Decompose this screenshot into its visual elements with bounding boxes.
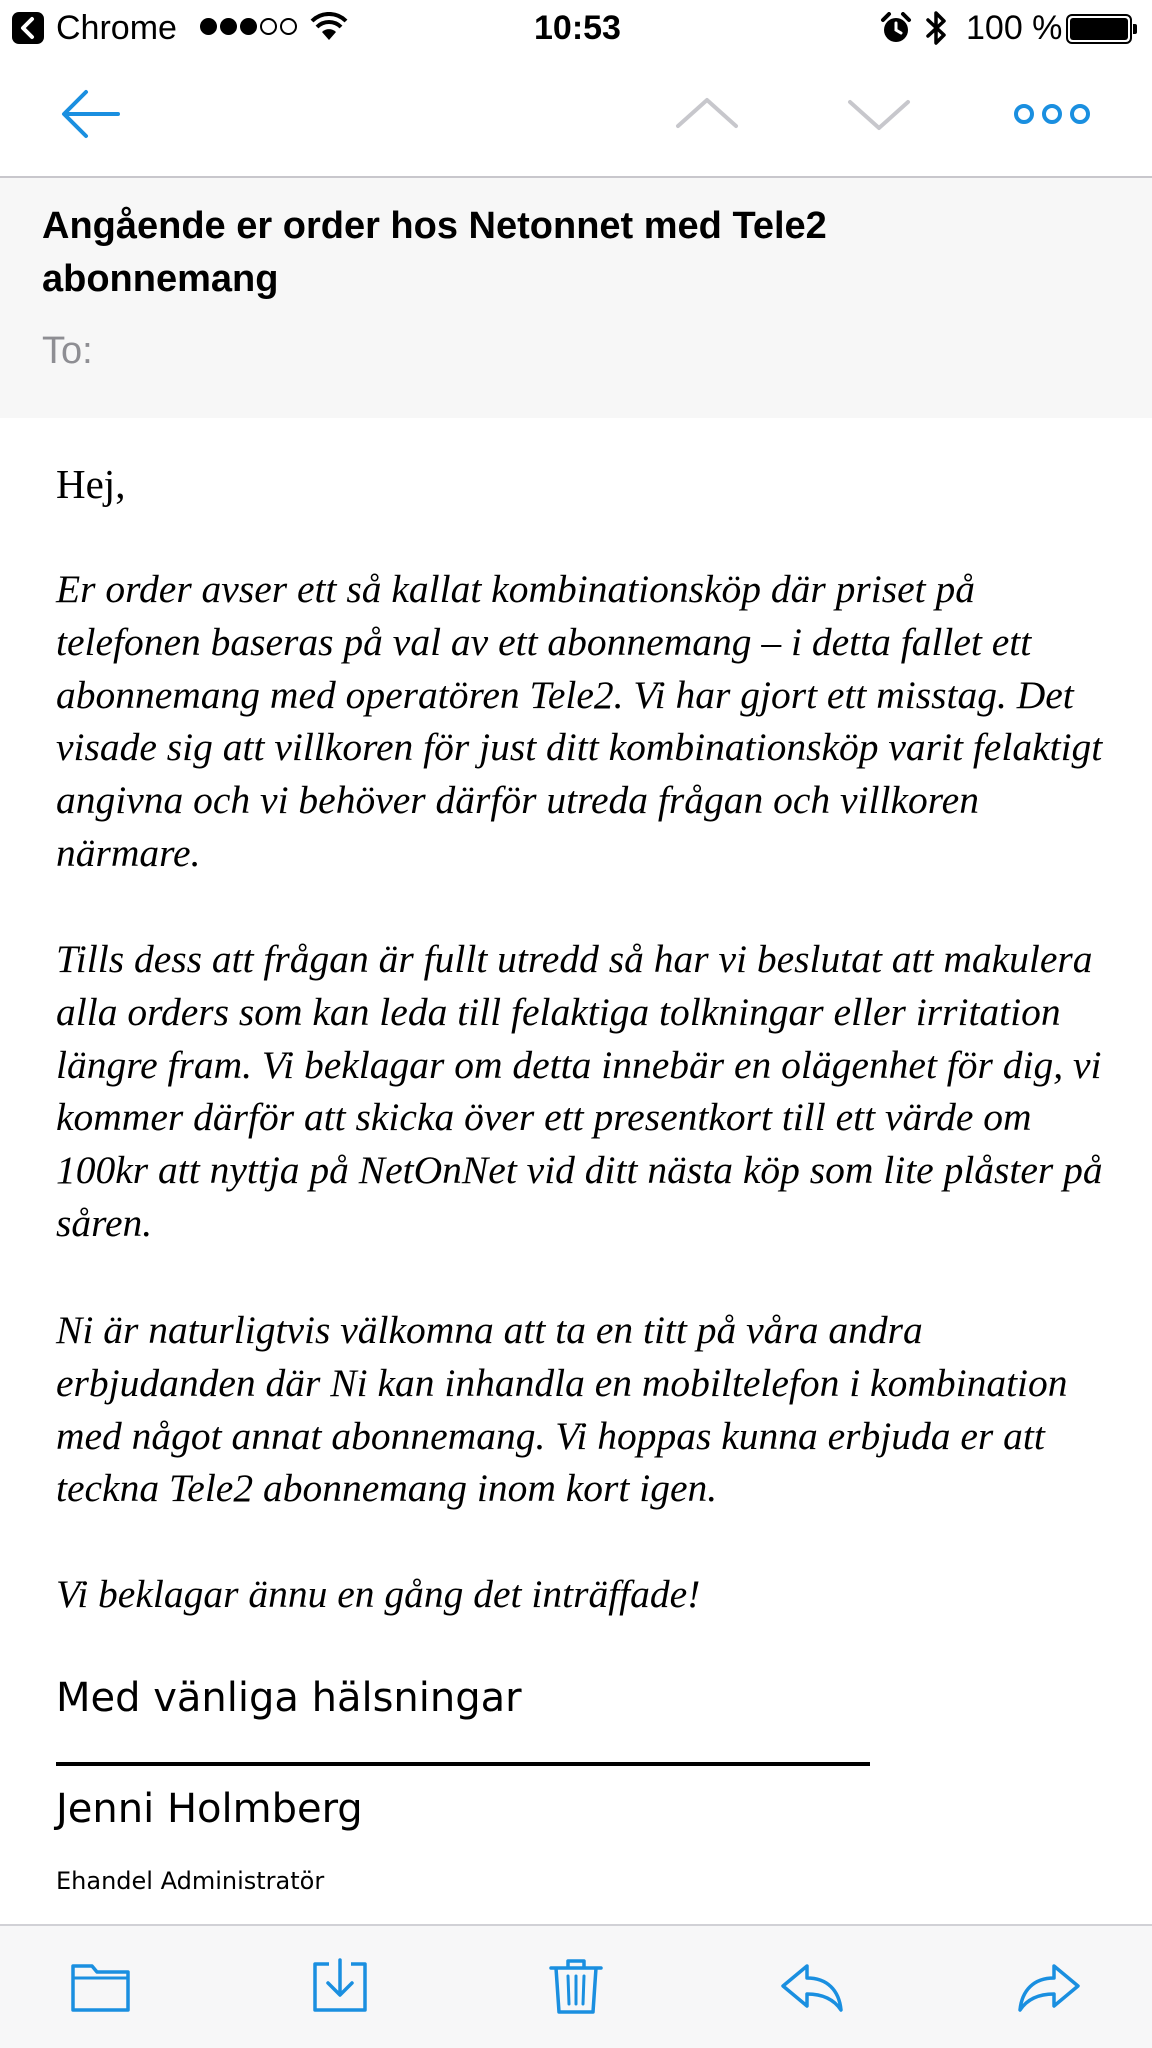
alarm-icon bbox=[880, 12, 912, 46]
reply-icon[interactable] bbox=[777, 1954, 847, 2018]
signer-name: Jenni Holmberg bbox=[56, 1786, 363, 1832]
wifi-icon bbox=[310, 12, 348, 42]
email-subject: Angående er order hos Netonnet med Tele2 abonnemang bbox=[42, 205, 827, 300]
mail-toolbar bbox=[0, 56, 1152, 178]
body-paragraph: Tills dess att frågan är fullt utredd så har vi beslutat att makulera alla orders som kan leda till felaktiga tolkningar eller irritation längre fram. Vi beklagar om detta innebär en olägenhet för dig, vi kommer därför att skicka över ett presentkort till ett värde om 100kr att nyttja på NetOnNet vid ditt nästa köp som lite plåster på såren. bbox=[56, 937, 1103, 1245]
next-message-icon[interactable] bbox=[844, 84, 914, 144]
back-to-app-icon[interactable] bbox=[12, 12, 44, 44]
back-arrow-icon[interactable] bbox=[56, 84, 126, 144]
signature-divider bbox=[56, 1762, 870, 1766]
archive-icon[interactable] bbox=[305, 1954, 375, 2018]
bottom-action-bar bbox=[0, 1924, 1152, 2048]
body-paragraph: Vi beklagar ännu en gång det inträffade! bbox=[56, 1572, 701, 1616]
body-paragraph: Ni är naturligtvis välkomna att ta en titt på våra andra erbjudanden där Ni kan inhandla en mobiltelefon i kombination med något annat abonnemang. Vi hoppas kunna erbjuda er att teckna Tele2 abonnemang inom kort igen. bbox=[56, 1308, 1068, 1511]
body-paragraph: Er order avser ett så kallat kombinationsköp där priset på telefonen baseras på val av ett abonnemang – i detta fallet ett abonnemang med operatören Tele2. Vi har gjort ett misstag. Det visade sig att villkoren för just ditt kombinationsköp varit felaktigt angivna och vi behöver därför utreda frågan och villkoren närmare. bbox=[56, 567, 1103, 875]
battery-percentage: 100 % bbox=[966, 9, 1063, 47]
status-bar bbox=[0, 0, 1152, 56]
forward-icon[interactable] bbox=[1014, 1954, 1084, 2018]
clock: 10:53 bbox=[534, 9, 621, 47]
bluetooth-icon bbox=[924, 10, 950, 46]
trash-icon[interactable] bbox=[541, 1954, 611, 2018]
signer-title: Ehandel Administratör bbox=[56, 1867, 325, 1895]
battery-icon bbox=[1066, 14, 1138, 44]
more-options-icon[interactable] bbox=[1010, 84, 1094, 144]
previous-message-icon[interactable] bbox=[672, 84, 742, 144]
recipient-to-label[interactable]: To: bbox=[42, 330, 93, 372]
email-body bbox=[0, 418, 1152, 1924]
mail-header bbox=[0, 178, 1152, 418]
back-app-label[interactable]: Chrome bbox=[56, 9, 177, 47]
greeting: Hej, bbox=[56, 461, 126, 507]
closing-line: Med vänliga hälsningar bbox=[56, 1675, 522, 1721]
signal-strength-icon bbox=[200, 16, 296, 40]
folder-icon[interactable] bbox=[66, 1954, 136, 2018]
